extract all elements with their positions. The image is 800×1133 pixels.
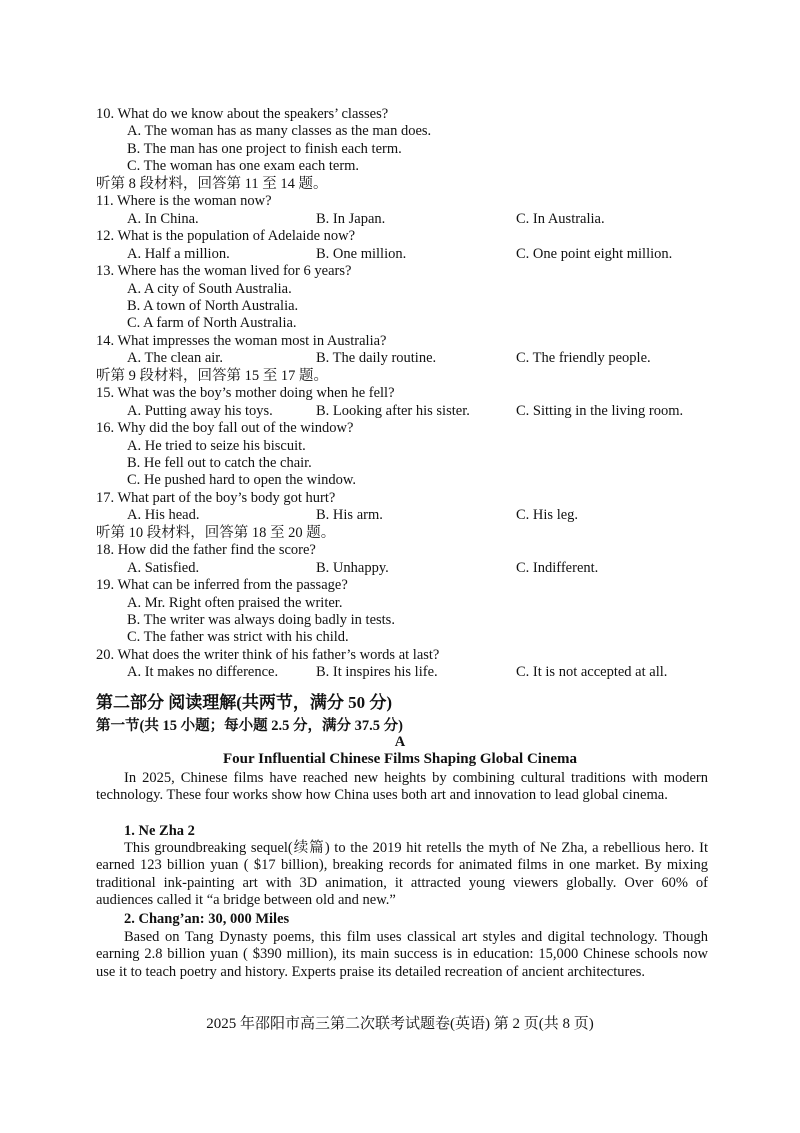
option: B. He fell out to catch the chair. <box>127 455 312 471</box>
option: B. It inspires his life. <box>316 664 438 680</box>
passage-letter: A <box>394 734 406 750</box>
section1-title: 第一节(共 15 小题；每小题 2.5 分，满分 37.5 分) <box>96 718 403 734</box>
option: A. In China. <box>127 211 199 227</box>
question-12: 12. What is the population of Adelaide now? <box>96 228 356 244</box>
option: A. His head. <box>127 507 200 523</box>
passage-title: Four Influential Chinese Films Shaping Global Cinema <box>223 751 577 767</box>
film2-text: Based on Tang Dynasty poems, this film uses classical art styles and digital technology. Though earning 2.8 billion yuan ( $390 million), its main success is in education: 15,000 Chinese schools now use it to teach poetry and history. Experts praise its detailed recreation of ancient architectures. <box>96 929 708 980</box>
option: C. He pushed hard to open the window. <box>127 472 357 488</box>
question-15: 15. What was the boy’s mother doing when he fell? <box>96 385 395 401</box>
section-instruction: 听第 8 段材料，回答第 11 至 14 题。 <box>96 176 328 192</box>
section-instruction: 听第 9 段材料，回答第 15 至 17 题。 <box>96 368 328 384</box>
option: C. Sitting in the living room. <box>516 403 684 419</box>
option: C. In Australia. <box>516 211 605 227</box>
option: C. His leg. <box>516 507 579 523</box>
option: A. It makes no difference. <box>127 664 279 680</box>
question-13: 13. Where has the woman lived for 6 years? <box>96 263 352 279</box>
option: C. It is not accepted at all. <box>516 664 668 680</box>
page-footer: 2025 年邵阳市高三第二次联考试题卷(英语) 第 2 页(共 8 页) <box>206 1016 594 1032</box>
film1-title: 1. Ne Zha 2 <box>124 823 195 839</box>
film1-text: This groundbreaking sequel(续篇) to the 2019 hit retells the myth of Ne Zha, a rebellious hero. It earned 123 billion yuan ( $17 billion), breaking records for animated films in one market. By mixing traditional ink-painting art with 3D animation, it attracted young viewers globally. Over 60% of audiences called it “a bridge between old and new.” <box>96 840 708 909</box>
question-11: 11. Where is the woman now? <box>96 193 272 209</box>
question-14: 14. What impresses the woman most in Australia? <box>96 333 387 349</box>
option: B. In Japan. <box>316 211 386 227</box>
intro-paragraph <box>96 770 708 805</box>
option: B. The man has one project to finish each term. <box>127 141 402 157</box>
film2-title: 2. Chang’an: 30, 000 Miles <box>124 911 290 927</box>
question-10: 10. What do we know about the speakers’ classes? <box>96 106 389 122</box>
option: B. The daily routine. <box>316 350 437 366</box>
option: C. Indifferent. <box>516 560 599 576</box>
option: B. The writer was always doing badly in tests. <box>127 612 395 628</box>
option: B. One million. <box>316 246 407 262</box>
question-20: 20. What does the writer think of his father’s words at last? <box>96 647 440 663</box>
question-19: 19. What can be inferred from the passage? <box>96 577 348 593</box>
option: B. Looking after his sister. <box>316 403 470 419</box>
option: C. The friendly people. <box>516 350 651 366</box>
section-instruction: 听第 10 段材料，回答第 18 至 20 题。 <box>96 525 336 541</box>
option: C. The father was strict with his child. <box>127 629 349 645</box>
option: A. Putting away his toys. <box>127 403 273 419</box>
option: B. A town of North Australia. <box>127 298 299 314</box>
option: A. A city of South Australia. <box>127 281 292 297</box>
film2-paragraph <box>96 929 708 981</box>
question-17: 17. What part of the boy’s body got hurt? <box>96 490 336 506</box>
option: A. The woman has as many classes as the man does. <box>127 123 432 139</box>
intro-text: In 2025, Chinese films have reached new heights by combining cultural traditions with modern technology. These four works show how China uses both art and innovation to lead global cinema. <box>96 770 708 804</box>
option: B. His arm. <box>316 507 383 523</box>
option: A. The clean air. <box>127 350 223 366</box>
option: A. He tried to seize his biscuit. <box>127 438 306 454</box>
option: B. Unhappy. <box>316 560 389 576</box>
option: C. One point eight million. <box>516 246 673 262</box>
option: C. A farm of North Australia. <box>127 315 297 331</box>
film1-paragraph <box>96 840 708 910</box>
part2-title: 第二部分 阅读理解(共两节，满分 50 分) <box>96 693 393 712</box>
option: A. Mr. Right often praised the writer. <box>127 595 343 611</box>
question-18: 18. How did the father find the score? <box>96 542 316 558</box>
option: A. Satisfied. <box>127 560 200 576</box>
question-16: 16. Why did the boy fall out of the window? <box>96 420 354 436</box>
option: A. Half a million. <box>127 246 230 262</box>
option: C. The woman has one exam each term. <box>127 158 360 174</box>
